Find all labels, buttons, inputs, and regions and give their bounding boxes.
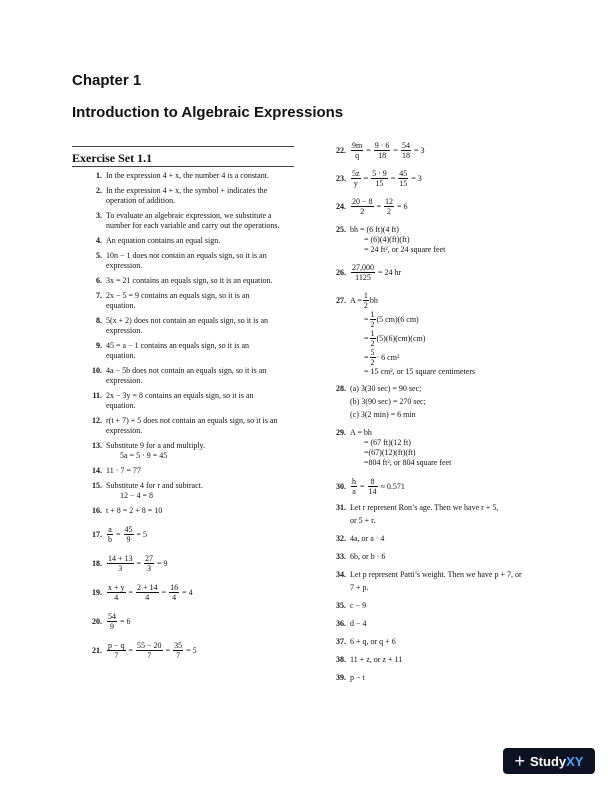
- answer-line: An equation contains an equal sign.: [106, 236, 221, 245]
- exercise-number: 15.: [92, 481, 102, 490]
- answer-line: (b) 3(90 sec) = 270 sec;: [350, 397, 426, 406]
- exercise-number: 33.: [336, 552, 346, 561]
- divider-top: [72, 146, 294, 147]
- answer-line: [350, 348, 576, 367]
- divider-bottom: [72, 166, 294, 167]
- fraction: [107, 554, 134, 573]
- answer-line: 6b, or b · 6: [350, 552, 386, 561]
- operator: =: [360, 481, 365, 491]
- exercise-number: 14.: [92, 466, 102, 475]
- denominator: 7: [176, 651, 181, 660]
- exercise-11: [82, 391, 296, 411]
- answer-line: = 15 cm², or 15 square centimeters: [364, 367, 476, 376]
- numerator: 27: [145, 554, 154, 563]
- denominator: 15: [375, 179, 384, 188]
- answer-line: 5(x + 2) does not contain an equals sign, so it is an: [106, 316, 269, 325]
- fraction: [351, 141, 363, 160]
- answer-line: [350, 291, 576, 310]
- exercise-1: [82, 171, 296, 181]
- numerator: 55 − 20: [137, 641, 162, 650]
- exercise-17: [82, 525, 296, 544]
- exercise-8: [82, 316, 296, 336]
- numerator: 54: [401, 141, 410, 150]
- answer-line: number for each variable and carry out the operations.: [106, 221, 280, 230]
- exercise-9: [82, 341, 296, 361]
- result: = 24 hr: [378, 267, 402, 277]
- answer-line: =(67)(12)(ft)(ft): [364, 448, 416, 457]
- fraction: [363, 291, 369, 310]
- denominator: 18: [378, 151, 387, 160]
- exercise-number: 12.: [92, 416, 102, 425]
- numerator: 9 · 6: [374, 141, 390, 150]
- denominator: 4: [172, 593, 177, 602]
- answer-text: · 6 cm²: [376, 352, 400, 362]
- answer-line: Substitute 4 for r and subtract.: [106, 481, 203, 490]
- fraction: [136, 641, 163, 660]
- fraction: [351, 263, 375, 282]
- operator: =: [128, 587, 134, 597]
- exercise-7: [82, 291, 296, 311]
- denominator: 14: [368, 487, 377, 496]
- fraction: [351, 197, 374, 216]
- answer-line: 10n − 1 does not contain an equals sign, so it is an: [106, 251, 267, 260]
- answer-line: equation.: [106, 351, 136, 360]
- exercise-number: 38.: [336, 655, 346, 664]
- exercise-number: 4.: [96, 236, 102, 245]
- fraction: [374, 141, 391, 160]
- answer-line: To evaluate an algebraic expression, we substitute a: [106, 211, 272, 220]
- fraction: [368, 477, 378, 496]
- result: = 5: [186, 645, 197, 655]
- numerator: 20 − 8: [352, 197, 373, 206]
- denominator: a: [352, 487, 356, 496]
- denominator: 9: [110, 622, 114, 631]
- answer-line: Substitute 9 for a and multiply.: [106, 441, 206, 450]
- answer-line: t + 8 = 2 + 8 = 10: [106, 506, 163, 515]
- operator: =: [165, 645, 171, 655]
- fraction: [173, 641, 183, 660]
- denominator: 4: [114, 593, 119, 602]
- operator: =: [161, 587, 167, 597]
- numerator: a: [108, 525, 112, 534]
- section-title: Introduction to Algebraic Expressions: [72, 104, 344, 121]
- exercise-number: 35.: [336, 601, 346, 610]
- exercise-number: 19.: [92, 588, 102, 597]
- denominator: 7: [114, 651, 119, 660]
- answer-line: 2x − 3y = 8 contains an equals sign, so it is an: [106, 391, 254, 400]
- answer-line: = (67 ft)(12 ft): [364, 438, 411, 447]
- denominator: 2: [370, 320, 375, 329]
- denominator: b: [108, 535, 112, 544]
- exercise-number: 10.: [92, 366, 102, 375]
- exercise-2: [82, 186, 296, 206]
- answer-line: 2x − 5 = 9 contains an equals sign, so it is an: [106, 291, 250, 300]
- exercise-39: [326, 673, 576, 683]
- answer-line: equation.: [106, 401, 136, 410]
- answer-line: expression.: [106, 376, 143, 385]
- exercise-4: [82, 236, 296, 246]
- operator: =: [136, 558, 142, 568]
- exercise-number: 30.: [336, 482, 346, 491]
- operator: =: [363, 173, 369, 183]
- answer-line: = 24 ft², or 24 square feet: [364, 245, 446, 254]
- exercise-33: [326, 552, 576, 562]
- denominator: 7: [147, 651, 152, 660]
- numerator: 1: [370, 310, 375, 319]
- result: = 4: [182, 587, 193, 597]
- result: = 5: [136, 529, 148, 539]
- denominator: 2: [370, 358, 375, 367]
- exercise-20: [82, 612, 296, 631]
- exercise-25: [326, 225, 576, 255]
- answer-line: In the expression 4 + x, the number 4 is a constant.: [106, 171, 269, 180]
- numerator: x + y: [108, 583, 125, 592]
- answer-line: 12 − 4 = 8: [120, 491, 154, 500]
- exercise-32: [326, 534, 576, 544]
- numerator: 1: [363, 291, 368, 300]
- fraction: [144, 554, 154, 573]
- answer-line: expression.: [106, 261, 143, 270]
- exercise-15: [82, 481, 296, 501]
- operator: =: [376, 201, 382, 211]
- exercise-30: [326, 477, 576, 496]
- exercise-number: 21.: [92, 646, 102, 655]
- exercise-13: [82, 441, 296, 461]
- denominator: 2: [370, 339, 375, 348]
- denominator: 9: [126, 535, 131, 544]
- exercise-number: 23.: [336, 174, 346, 183]
- numerator: 14 + 13: [108, 554, 133, 563]
- numerator: 5 · 9: [372, 169, 387, 178]
- answer-line: 3x = 21 contains an equals sign, so it is an equation.: [106, 276, 273, 285]
- numerator: 27,000: [352, 263, 374, 272]
- answer-line: A = bh: [350, 428, 372, 437]
- exercise-number: 24.: [336, 202, 346, 211]
- result: = 6: [120, 616, 131, 626]
- operator: =: [116, 529, 121, 539]
- numerator: 54: [108, 612, 116, 621]
- denominator: 3: [118, 564, 123, 573]
- fraction: [107, 641, 126, 660]
- answer-text: (5)(6)(cm)(cm): [376, 333, 426, 343]
- numerator: 5z: [352, 169, 360, 178]
- exercise-number: 18.: [92, 559, 102, 568]
- answer-line: 11 · 7 = 77: [106, 466, 141, 475]
- fraction: [370, 329, 376, 348]
- answer-line: 45 = a − 1 contains an equals sign, so it is an: [106, 341, 250, 350]
- answer-text: =: [364, 352, 369, 362]
- answer-line: 11 + z, or z + 11: [350, 655, 403, 664]
- exercise-12: [82, 416, 296, 436]
- denominator: 4: [145, 593, 150, 602]
- exercise-21: [82, 641, 296, 660]
- result: = 3: [411, 173, 422, 183]
- answer-line: Let r represent Ron’s age. Then we have r + 5,: [350, 503, 499, 512]
- numerator: 9m: [352, 141, 363, 150]
- chapter-title: Chapter 1: [72, 72, 142, 89]
- answer-line: In the expression 4 + x, the symbol + indicates the: [106, 186, 268, 195]
- exercise-number: 7.: [96, 291, 102, 300]
- denominator: 18: [401, 151, 410, 160]
- plus-icon: +: [514, 751, 526, 771]
- fraction: [169, 583, 179, 602]
- exercise-number: 20.: [92, 617, 102, 626]
- exercise-34: [326, 570, 576, 593]
- exercise-number: 17.: [92, 530, 102, 539]
- exercise-35: [326, 601, 576, 611]
- answer-line: r(t + 7) + 5 does not contain an equals sign, so it is an: [106, 416, 278, 425]
- exercise-number: 5.: [96, 251, 102, 260]
- answer-line: (a) 3(30 sec) = 90 sec;: [350, 384, 422, 393]
- exercise-number: 32.: [336, 534, 346, 543]
- exercise-37: [326, 637, 576, 647]
- denominator: 2: [363, 301, 368, 310]
- fraction: [370, 348, 376, 367]
- answer-line: [350, 310, 576, 329]
- exercise-number: 13.: [92, 441, 102, 450]
- fraction: [351, 169, 361, 188]
- answer-line: bh = (6 ft)(4 ft): [350, 225, 399, 234]
- answer-line: = (6)(4)(ft)(ft): [364, 235, 410, 244]
- operator: =: [366, 145, 371, 155]
- denominator: y: [353, 179, 358, 188]
- fraction: [351, 477, 357, 496]
- exercise-number: 29.: [336, 428, 346, 437]
- answer-line: Let p represent Patti’s weight. Then we have p + 7, or: [350, 570, 522, 579]
- answer-text: =: [364, 333, 369, 343]
- studyxy-logo[interactable]: [503, 748, 595, 774]
- exercise-31: [326, 503, 576, 526]
- answer-text: =: [364, 314, 369, 324]
- denominator: 3: [147, 564, 152, 573]
- exercise-number: 31.: [336, 503, 346, 512]
- exercise-26: [326, 263, 576, 282]
- exercise-number: 26.: [336, 268, 346, 277]
- exercise-number: 34.: [336, 570, 346, 579]
- denominator: 15: [399, 179, 408, 188]
- answer-line: 4a − 5b does not contain an equals sign, so it is an: [106, 366, 267, 375]
- fraction: [124, 525, 134, 544]
- answer-line: c − 9: [350, 601, 367, 610]
- fraction: [371, 169, 388, 188]
- numerator: 5: [370, 348, 375, 357]
- exercise-28: [326, 384, 576, 420]
- operator: =: [393, 145, 398, 155]
- numerator: p − q: [108, 641, 125, 650]
- answer-line: 7 + p.: [350, 583, 369, 592]
- fraction: [107, 583, 126, 602]
- fraction: [384, 197, 394, 216]
- fraction: [370, 310, 376, 329]
- exercise-number: 6.: [96, 276, 102, 285]
- answer-line: 6 + q, or q + 6: [350, 637, 396, 646]
- fraction: [107, 612, 117, 631]
- numerator: 8: [368, 477, 378, 487]
- exercise-3: [82, 211, 296, 231]
- exercise-14: [82, 466, 296, 476]
- exercise-number: 3.: [96, 211, 102, 220]
- result: ≈ 0.571: [380, 481, 405, 491]
- exercise-6: [82, 276, 296, 286]
- exercise-38: [326, 655, 576, 665]
- answer-line: 5a = 5 · 9 = 45: [120, 451, 168, 460]
- exercise-set-title: Exercise Set 1.1: [72, 151, 153, 165]
- exercise-number: 11.: [92, 391, 102, 400]
- answer-line: or 5 + r.: [350, 516, 376, 525]
- answer-text: bh: [369, 295, 378, 305]
- fraction: [136, 583, 159, 602]
- answer-text: A =: [350, 295, 362, 305]
- answer-line: p − t: [350, 673, 365, 682]
- exercise-number: 2.: [96, 186, 102, 195]
- brand-name: [530, 754, 583, 769]
- right-column: [326, 141, 576, 688]
- denominator: 1125: [355, 273, 371, 282]
- denominator: 2: [360, 207, 365, 216]
- exercise-number: 25.: [336, 225, 346, 234]
- exercise-24: [326, 197, 576, 216]
- numerator: 1: [370, 329, 375, 338]
- answer-line: expression.: [106, 326, 143, 335]
- numerator: 2 + 14: [137, 583, 158, 592]
- operator: =: [128, 645, 134, 655]
- exercise-number: 36.: [336, 619, 346, 628]
- numerator: 35: [174, 641, 183, 650]
- exercise-36: [326, 619, 576, 629]
- exercise-22: [326, 141, 576, 160]
- numerator: 45: [124, 525, 133, 534]
- answer-line: [350, 329, 576, 348]
- answer-text: (5 cm)(6 cm): [376, 314, 419, 324]
- brand-name-main: Study: [530, 753, 567, 769]
- exercise-23: [326, 169, 576, 188]
- answer-line: 4a, or a · 4: [350, 534, 385, 543]
- result: = 6: [397, 201, 408, 211]
- exercise-27: [326, 291, 576, 377]
- result: = 9: [157, 558, 168, 568]
- exercise-number: 9.: [96, 341, 102, 350]
- denominator: 2: [387, 207, 392, 216]
- denominator: q: [355, 151, 360, 160]
- numerator: 45: [399, 169, 408, 178]
- exercise-number: 27.: [336, 296, 346, 305]
- exercise-5: [82, 251, 296, 271]
- fraction: [398, 169, 408, 188]
- answer-line: d − 4: [350, 619, 367, 628]
- operator: =: [390, 173, 396, 183]
- exercise-16: [82, 506, 296, 516]
- answer-line: operation of addition.: [106, 196, 176, 205]
- exercise-18: [82, 554, 296, 573]
- exercise-number: 8.: [96, 316, 102, 325]
- exercise-29: [326, 428, 576, 468]
- numerator: h: [352, 477, 356, 486]
- exercise-number: 16.: [92, 506, 102, 515]
- exercise-number: 39.: [336, 673, 346, 682]
- exercise-10: [82, 366, 296, 386]
- fraction: [401, 141, 411, 160]
- left-column: [82, 171, 296, 665]
- exercise-number: 1.: [96, 171, 102, 180]
- fraction: [107, 525, 113, 544]
- answer-line: =804 ft², or 804 square feet: [364, 458, 452, 467]
- exercise-19: [82, 583, 296, 602]
- exercise-number: 37.: [336, 637, 346, 646]
- exercise-number: 22.: [336, 146, 346, 155]
- answer-line: equation.: [106, 301, 136, 310]
- numerator: 16: [170, 583, 179, 592]
- numerator: 12: [385, 197, 394, 206]
- exercise-number: 28.: [336, 384, 346, 393]
- answer-line: (c) 3(2 min) = 6 min: [350, 410, 416, 419]
- result: = 3: [413, 145, 425, 155]
- brand-name-accent: XY: [566, 753, 584, 769]
- answer-line: expression.: [106, 426, 143, 435]
